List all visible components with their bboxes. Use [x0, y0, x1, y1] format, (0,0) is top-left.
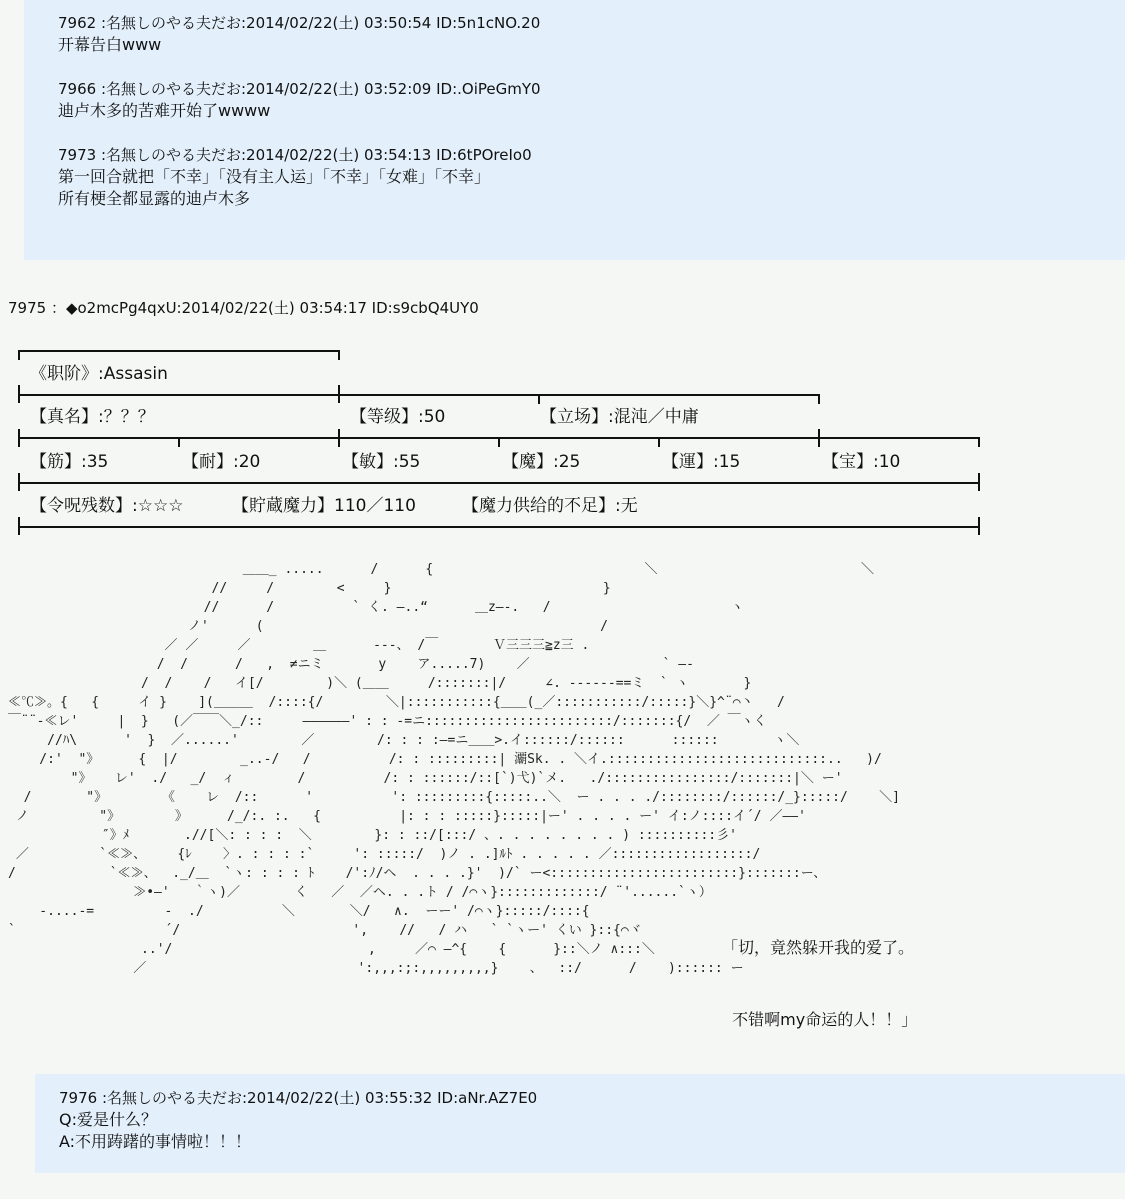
status-np: 【宝】:10: [822, 452, 901, 472]
post-body-7976-q: Q:爱是什么？: [59, 1110, 157, 1129]
status-tick: [178, 437, 180, 447]
status-tick: [538, 394, 540, 404]
post-body-7976-a: A:不用踌躇的事情啦！！！: [59, 1132, 252, 1151]
status-true-name: 【真名】:？？？: [30, 407, 155, 427]
status-mag: 【魔】:25: [502, 452, 581, 472]
status-tick: [338, 429, 340, 447]
status-end: 【耐】:20: [182, 452, 261, 472]
post-meta-7966: 7966 :名無しのやる夫だお:2014/02/22(土) 03:52:09 ID:.OiPeGmY0: [58, 80, 541, 98]
status-tick: [18, 429, 20, 447]
post-meta-7973: 7973 :名無しのやる夫だお:2014/02/22(土) 03:54:13 ID:6tPOreIo0: [58, 146, 532, 164]
status-tick: [18, 385, 20, 403]
post-body-7966: 迪卢木多的苦难开始了wwww: [58, 101, 271, 120]
status-supply: 【魔力供给的不足】:无: [462, 496, 638, 516]
bottom-quote-box: [35, 1074, 1125, 1173]
status-agi: 【敏】:55: [342, 452, 421, 472]
status-tick: [18, 350, 20, 360]
status-tick: [498, 437, 500, 447]
status-rule: [18, 526, 980, 528]
status-tick: [338, 385, 340, 403]
status-level: 【等级】:50: [350, 407, 446, 427]
status-tick: [338, 350, 340, 360]
status-alignment: 【立场】:混沌／中庸: [540, 407, 699, 427]
ascii-art-illustration: ＿＿_ ..... / { ＼ ＼ // / < } } // / ` く. ―..“ ＿z―-. / ヽ ノ' ( / ／ ／ ／ ＿ ---、 /￣ Ｖ三三三≧z三 . / / / , ≠ニミ y ア.....7) ／ ` ―- / / / イ[/ )＼ (＿＿ /:::::::|/ ∠. ------==ミ ` ヽ } ≪℃≫。{ { イ } ](＿＿＿ /::::{/ ＼|:::::::::::{＿＿(_／:::::::::::/:::::}＼}^¨⌒丶 / ￣¨¨-≪レ' | } (／￣￣＼_/:: ――――――' : : -=ニ::::::::::::::::::::::::/:::::::{/ ／ ￣ヽく //ﾊ\ ' } ／......' ／ /: : : :―=ニ＿＿>.イ::::::/:::::: :::::: ヽ＼ /:' "》 { |/ _..-/ / /: : :::::::::| 㶚Sk. . ＼イ.::::::::::::::::::::::::::::.. )/ "》 レ' ./ _/ ィ / /: : ::::::/::[`)弋)`メ. ./::::::::::::::::/:::::::|＼ ー' / "》 《 レ /:: ' ': :::::::::{:::::..＼ ー . . . ./::::::::/::::::/_}:::::/ ＼] ノ "》 》 /_/:. :. { |: : : :::::}:::::|ー' . . . . ー' イ:ノ::::イ´/ ／――' ″》ﾒ .//[＼: : : : ＼ }: : ::/[:::/ 、. . . . . . . . ) ::::::::::彡' ／ `≪≫、 {ﾚ 〉. : : : :` ': :::::/ )ノ . .]ﾙﾄ . . . . . ／::::::::::::::::::/ / `≪≫、 ._/＿ `ヽ: : : : ﾄ /':ﾉ/ヘ . . . .}' )/` ー<::::::::::::::::::::::::}:::::::ー、 ≫•―' ｀ヽ)／ く ／ ／ヘ. . .ト / /⌒ヽ}:::::::::::::/ ¨'......`ヽ） -....-= - ./ ＼ ＼/ ∧. ーー' /⌒ヽ}:::::/::::{ ` ´/ ', // / ハ ` `ヽー' くい }::{⌒ヾ ..'/ , ／⌒ ―^{ { }::＼ノ ∧:::＼ ／ ':,,,:;:,,,,,,,,,} 、 ::/ / ):::::: ー: [8, 562, 900, 976]
post-body-7962: 开幕告白www: [58, 35, 162, 54]
speech-line-2: 不错啊my命运的人！！」: [722, 1010, 918, 1029]
top-quote-box: [24, 0, 1125, 260]
status-tick: [818, 394, 820, 404]
post-meta-7976: 7976 :名無しのやる夫だお:2014/02/22(土) 03:55:32 ID:aNr.AZ7E0: [59, 1089, 538, 1107]
status-command-seals: 【令呪残数】:☆☆☆: [30, 496, 184, 516]
status-tick: [18, 473, 20, 491]
status-rule: [18, 482, 980, 484]
status-tick: [978, 517, 980, 535]
status-tick: [818, 429, 820, 447]
post-meta-7962: 7962 :名無しのやる夫だお:2014/02/22(土) 03:50:54 ID:5n1cNO.20: [58, 14, 541, 32]
status-str: 【筋】:35: [30, 452, 109, 472]
status-tick: [18, 517, 20, 535]
status-tick: [978, 473, 980, 491]
speech-line-1: 「切，竟然躲开我的爱了。: [722, 938, 915, 957]
status-tick: [978, 437, 980, 447]
status-rule: [18, 350, 340, 352]
status-luck: 【運】:15: [662, 452, 741, 472]
status-class: 《职阶》:Assasin: [30, 364, 168, 384]
status-rule: [18, 394, 820, 396]
speech-text: [722, 888, 917, 1056]
main-post-meta: 7975 ：◆o2mcPg4qxU:2014/02/22(土) 03:54:17 ID:s9cbQ4UY0: [8, 299, 479, 317]
status-mana: 【貯蔵魔力】110／110: [232, 496, 416, 516]
status-tick: [658, 437, 660, 447]
post-body-7973-line3: 所有梗全都显露的迪卢木多: [58, 189, 251, 208]
post-body-7973-line1: 第一回合就把「不幸」「没有主人运」「不幸」「女难」「不幸」: [58, 167, 491, 186]
